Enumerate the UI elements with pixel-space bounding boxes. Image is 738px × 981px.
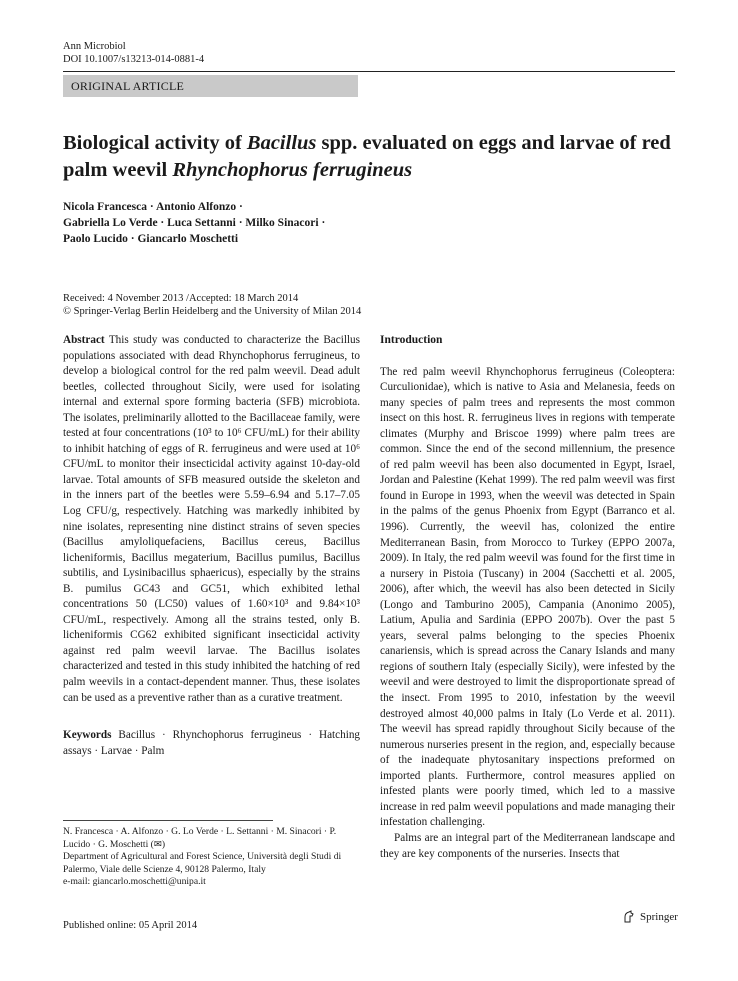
affiliation-block — [63, 826, 363, 889]
keywords — [63, 728, 360, 759]
author-line: Nicola Francesca · Antonio Alfonzo · — [63, 201, 243, 213]
publisher-name: Springer — [640, 911, 678, 923]
intro-paragraph: Palms are an integral part of the Mediterranean landscape and they are key components of the nurseries. Insects that — [380, 831, 675, 860]
copyright: © Springer-Verlag Berlin Heidelberg and the University of Milan 2014 — [63, 306, 362, 317]
received-accepted: Received: 4 November 2013 /Accepted: 18 March 2014 — [63, 293, 299, 304]
springer-horse-icon — [622, 910, 636, 924]
abstract — [63, 333, 360, 706]
affiliation-email[interactable]: e-mail: giancarlo.moschetti@unipa.it — [63, 876, 206, 888]
journal-meta — [63, 40, 204, 66]
header-rule — [63, 71, 675, 72]
affiliation-authors: N. Francesca · A. Alfonzo · G. Lo Verde · L. Settanni · M. Sinacori · P. Lucido · G. Moschetti (✉) — [63, 826, 337, 850]
keywords-text: Bacillus · Rhynchophorus ferrugineus · Hatching assays · Larvae · Palm — [63, 729, 361, 757]
doi: DOI 10.1007/s13213-014-0881-4 — [63, 54, 205, 65]
publication-dates — [63, 292, 383, 318]
keywords-label: Keywords — [63, 729, 112, 742]
author-line: Paolo Lucido · Giancarlo Moschetti — [63, 233, 239, 245]
section-heading-introduction: Introduction — [380, 334, 443, 346]
author-line: Gabriella Lo Verde · Luca Settanni · Milko Sinacori · — [63, 217, 326, 229]
published-online: Published online: 05 April 2014 — [63, 920, 198, 931]
article-title: Biological activity of Bacillus spp. evaluated on eggs and larvae of red palm weevil Rhynchophorus ferrugineus — [63, 132, 671, 181]
article-type-banner: ORIGINAL ARTICLE — [63, 75, 358, 97]
author-list — [63, 199, 383, 247]
journal-name: Ann Microbiol — [63, 41, 126, 52]
right-column — [380, 333, 675, 862]
footnote-rule — [63, 820, 273, 821]
left-column — [63, 333, 360, 759]
abstract-label: Abstract — [63, 334, 105, 346]
intro-paragraph: The red palm weevil Rhynchophorus ferrugineus (Coleoptera: Curculionidae), which is native to Asia and Melanesia, feeds on many species of palm trees and represents the most common insect on this host. R. ferrugineus lives in regions with temperate climates (Murphy and Briscoe 1999) where palm trees are common. Since the end of the second millennium, the presence of red palm weevil has been also documented in Egypt, Israel, Jordan and Palestine (Kehat 1999). The red palm weevil was first found in Europe in 1993, when the weevil was detected in Spain in the palms of the genus Phoenix from Egypt (Barranco et al. 1996). Currently, the weevil has, colonized the entire Mediterranean Basin, from Morocco to Turkey (EPPO 2007a, 2009). In Italy, the red palm weevil was found for the first time in a nursery in Pistoia (Tuscany) in 2004 (Sacchetti et al. 2005, 2006), after which, the weevil has also been detected in Sicily (Longo and Tamburino 2005), Campania (Anonimo 2005), Latium, Apulia and Sardinia (EPPO 2007b). Over the past 5 years, several palms belonging to the species Phoenix canariensis, which is spread across the Canary Islands and many regions of southern Italy (especially Sicily), were infested by the weevil and were destroyed to limit the disproportionate spread of the insect. From 1995 to 2010, infestation by the weevil destroyed almost 40,000 palms in Italy (Lo Verde et al. 2011). The weevil has spread rapidly throughout Sicily because of the numerous nurseries present in the region, and, especially because of the inadequate phytosanitary inspections preformed on imported plants. Furthermore, control measures applied on infested plants were poorly timed, which led to a massive increase in red palm weevil populations and made managing their infestation challenging. — [380, 365, 675, 829]
abstract-text: This study was conducted to characterize the Bacillus populations associated with dead Rhynchophorus ferrugineus, to develop a biological control for the red palm weevil. Dead adult beetles, collected throughout Sicily, were used for isolating internal and external spore forming bacteria (SFB) microbiota. The isolates, preliminarily allotted to the Bacillaceae family, were tested at four concentrations (10³ to 10⁶ CFU/mL) for their ability to inhibit hatching of eggs of R. ferrugineus and were used at 10⁶ CFU/mL to monitor their insecticidal activity against 10-day-old larvae. Total amounts of SFB measured outside the skeleton and in the inners part of the beetles were 5.59–6.94 and 5.17–7.05 Log CFU/g, respectively. Hatching was markedly inhibited by nine isolates, representing nine distinct strains of seven species (Bacillus amyloliquefaciens, Bacillus cereus, Bacillus licheniformis, Bacillus megaterium, Bacillus pumilus, Bacillus subtilis, and Lysinibacillus sphaericus), especially by the strains B. pumilus GC43 and GC51, which exhibited lethal concentrations 50 (LC50) values of 1.60×10³ and 9.84×10³ CFU/mL, respectively. Among all the strains tested, only B. licheniformis CG62 exhibited significant insecticidal activity against red palm weevil larvae. The Bacillus isolates characterized and tested in this study inhibited the hatching of red palm weevils in a contact-dependent manner. Thus, these isolates can be used as a preventive rather than as a curative treatment. — [63, 334, 360, 704]
affiliation-department: Department of Agricultural and Forest Science, Università degli Studi di Palermo, Viale delle Scienze 4, 90128 Palermo, Italy — [63, 851, 342, 875]
publisher-logo — [622, 910, 678, 924]
